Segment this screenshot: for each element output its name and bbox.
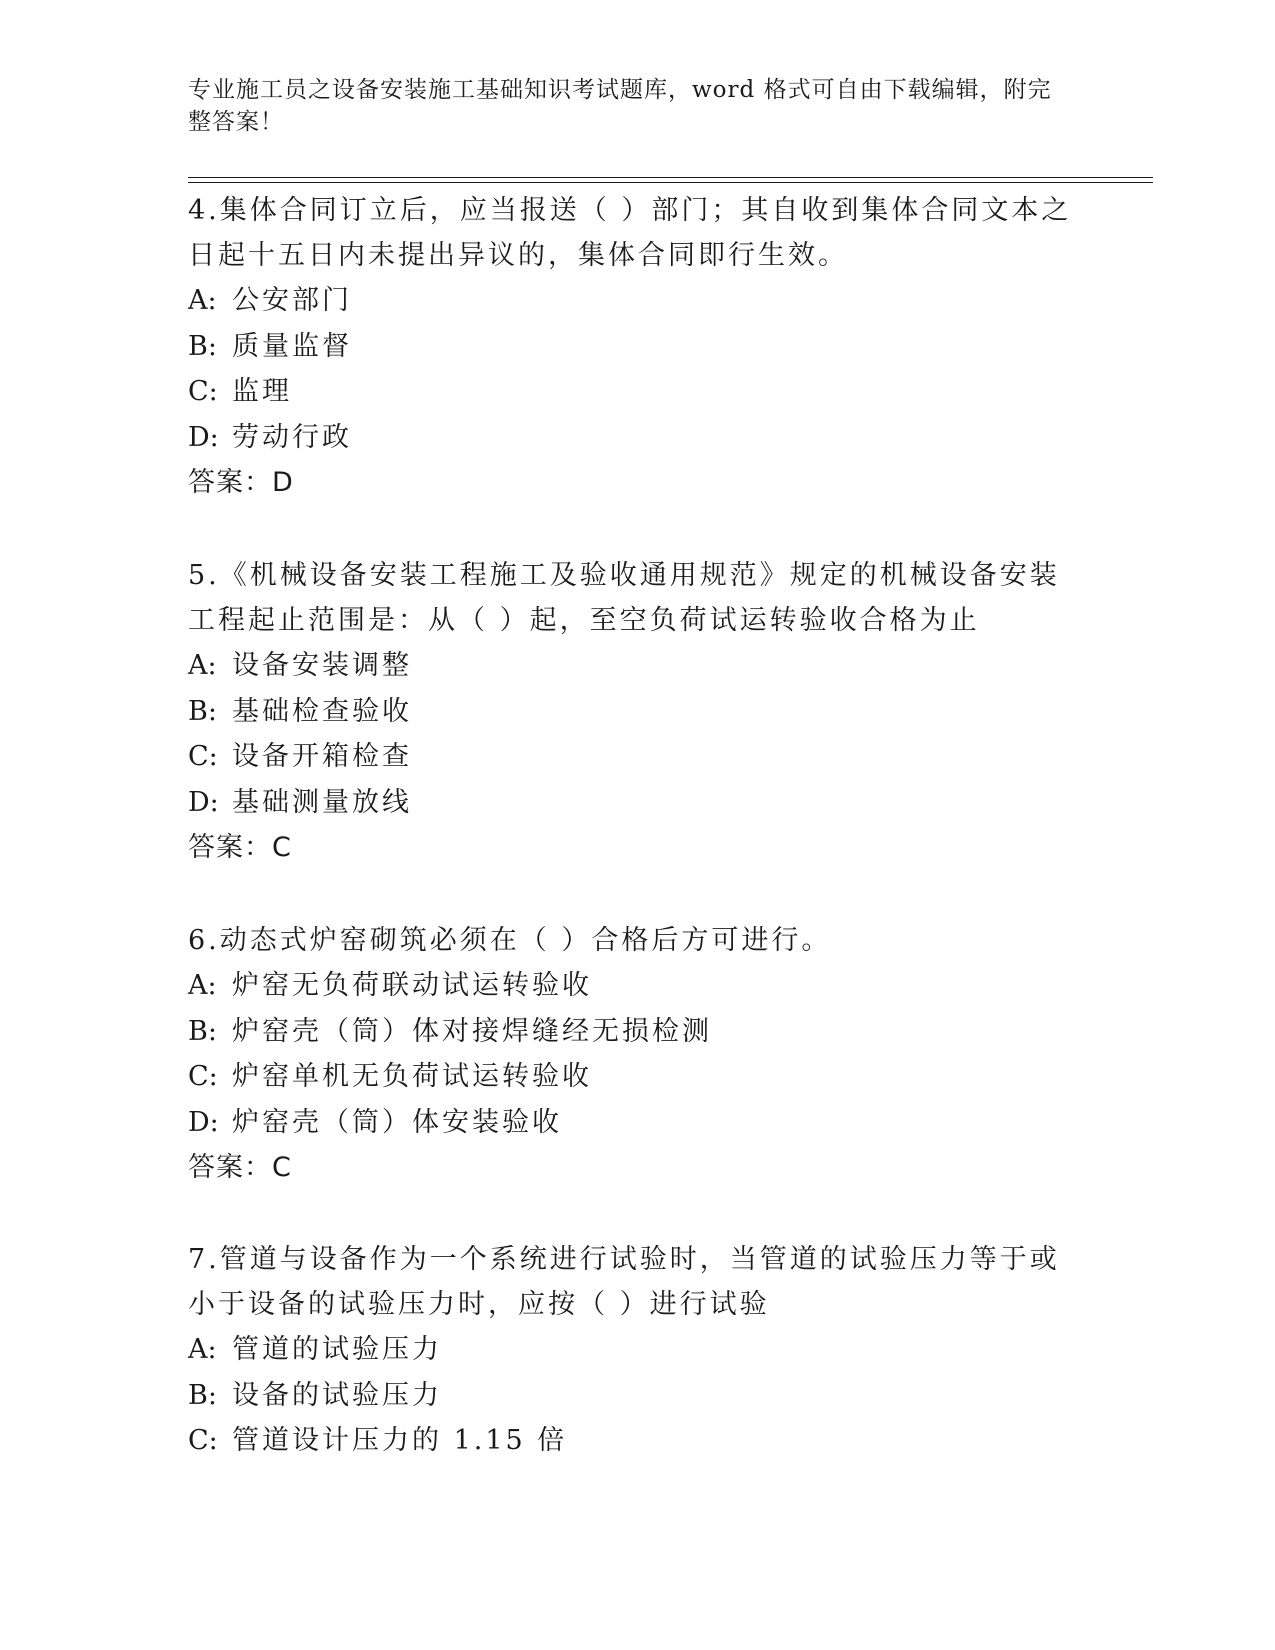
option-b: [188, 1373, 1088, 1419]
option-label: A:: [188, 1334, 217, 1365]
question-stem: 5.《机械设备安装工程施工及验收通用规范》规定的机械设备安装工程起止范围是：从（ ）起，至空负荷试运转验收合格为止: [188, 560, 1060, 636]
option-label: A:: [188, 650, 217, 681]
option-b: [188, 324, 1088, 370]
option-text: 设备的试验压力: [232, 1379, 442, 1411]
question-5: [188, 553, 1088, 870]
option-label: D:: [188, 1106, 219, 1138]
question-stem: 6.动态式炉窑砌筑必须在（ ）合格后方可进行。: [188, 925, 832, 956]
option-c: [188, 1418, 1088, 1464]
question-4: [188, 188, 1088, 505]
option-label: B:: [188, 695, 217, 727]
option-text: 管道设计压力的 1.15 倍: [232, 1425, 568, 1456]
option-text: 设备开箱检查: [232, 741, 412, 772]
answer-text: 答案：C: [188, 832, 292, 863]
option-a: [188, 963, 1088, 1009]
option-c: [188, 1054, 1088, 1100]
option-text: 公安部门: [232, 285, 352, 316]
answer-text: 答案：C: [188, 1152, 292, 1183]
question-7: [188, 1237, 1088, 1464]
option-text: 质量监督: [232, 330, 352, 362]
option-label: B:: [188, 330, 217, 362]
option-label: D:: [188, 421, 219, 453]
option-label: C:: [188, 1061, 218, 1092]
document-header: 专业施工员之设备安装施工基础知识考试题库，word 格式可自由下载编辑，附完整答案！: [188, 77, 1052, 135]
option-label: C:: [188, 741, 218, 772]
option-text: 基础检查验收: [232, 695, 412, 727]
option-b: [188, 689, 1088, 735]
option-text: 炉窑单机无负荷试运转验收: [232, 1061, 592, 1092]
option-a: [188, 643, 1088, 689]
option-text: 监理: [232, 376, 292, 407]
option-b: [188, 1009, 1088, 1055]
option-text: 劳动行政: [232, 421, 352, 453]
question-stem: 7.管道与设备作为一个系统进行试验时，当管道的试验压力等于或小于设备的试验压力时，应按（ ）进行试验: [188, 1244, 1060, 1320]
option-text: 管道的试验压力: [232, 1334, 442, 1365]
option-text: 设备安装调整: [232, 650, 412, 681]
option-label: B:: [188, 1015, 217, 1047]
option-d: [188, 1100, 1088, 1146]
option-label: C:: [188, 1425, 218, 1456]
option-c: [188, 369, 1088, 415]
option-text: 炉窑壳（筒）体安装验收: [232, 1106, 562, 1138]
option-label: A:: [188, 970, 217, 1001]
option-label: C:: [188, 376, 218, 407]
option-d: [188, 415, 1088, 461]
question-stem: 4.集体合同订立后，应当报送（ ）部门；其自收到集体合同文本之日起十五日内未提出异议的，集体合同即行生效。: [188, 195, 1072, 271]
option-label: A:: [188, 285, 217, 316]
header-divider-top: [188, 177, 1153, 178]
answer-text: 答案：D: [188, 467, 294, 498]
option-c: [188, 734, 1088, 780]
option-d: [188, 780, 1088, 826]
header-divider-bottom: [188, 182, 1153, 183]
option-a: [188, 278, 1088, 324]
option-label: B:: [188, 1379, 217, 1411]
option-text: 基础测量放线: [232, 786, 412, 818]
option-a: [188, 1327, 1088, 1373]
option-label: D:: [188, 786, 219, 818]
question-6: [188, 918, 1088, 1190]
option-text: 炉窑壳（筒）体对接焊缝经无损检测: [232, 1015, 712, 1047]
option-text: 炉窑无负荷联动试运转验收: [232, 970, 592, 1001]
